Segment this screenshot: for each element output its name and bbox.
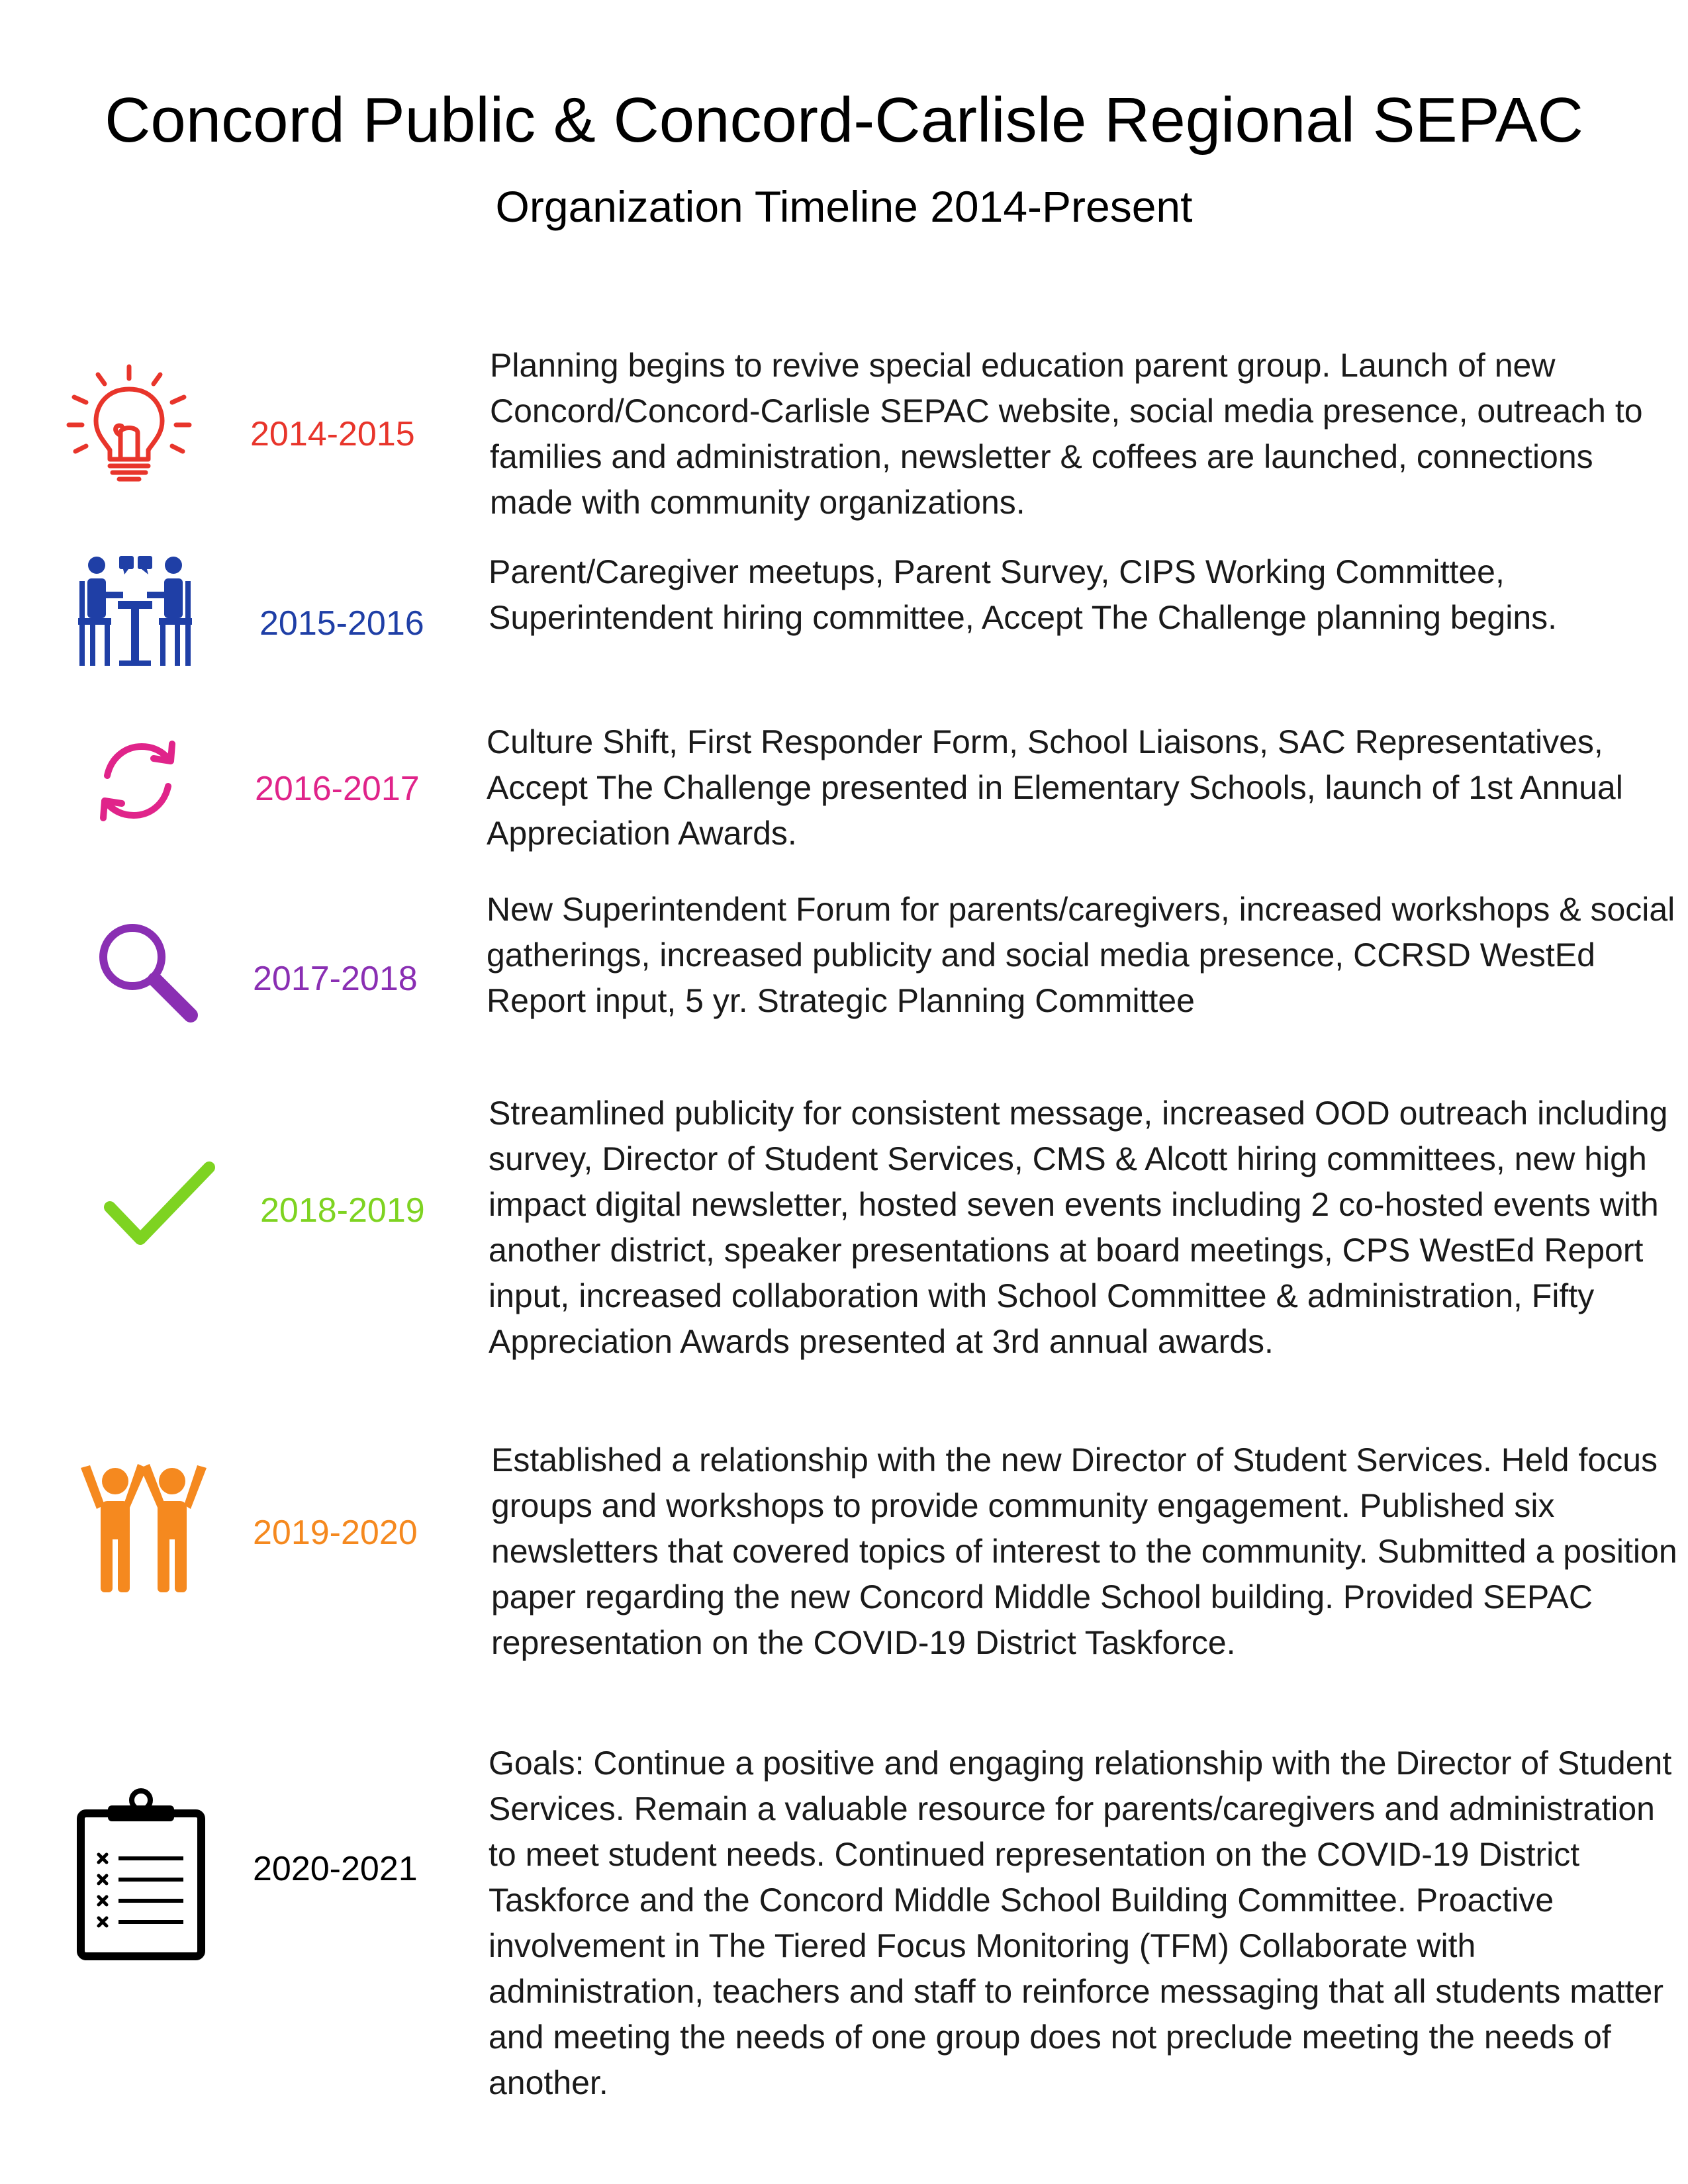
entry-description: New Superintendent Forum for parents/caregivers, increased workshops & social gatherings, increased publicity and social media presence, CCRSD WestEd Report input, 5 yr. Strategic Planning Committee	[487, 891, 1675, 1019]
clipboard-checklist-icon	[76, 1788, 206, 1962]
entry-description: Goals: Continue a positive and engaging relationship with the Director of Student Services. Remain a valuable resource for parents/caregivers and administration to meet student needs. Continued representation on the COVID-19 District Taskforce and the Concord Middle School Building Committee. Proactive involvement in The Tiered Focus Monitoring (TFM) Collaborate with administration, teachers and staff to reinforce messaging that all students matter and meeting the needs of one group does not preclude meeting the needs of another.	[489, 1745, 1672, 2101]
year-label: 2014-2015	[250, 415, 415, 453]
year-label: 2016-2017	[255, 770, 420, 808]
year-label: 2018-2019	[260, 1191, 425, 1230]
year-label: 2020-2021	[253, 1850, 418, 1888]
magnifier-icon	[94, 919, 200, 1024]
year-label: 2017-2018	[253, 960, 418, 998]
entry-description: Streamlined publicity for consistent message, increased OOD outreach including survey, Director of Student Services, CMS & Alcott hiring committees, new high impact digital newsletter, hosted seven events including 2 co-hosted events with another district, speaker presentations at board meetings, CPS WestEd Report input, increased collaboration with School Committee & administration, Fifty Appreciation Awards presented at 3rd annual awards.	[489, 1095, 1668, 1360]
year-label: 2019-2020	[253, 1514, 418, 1552]
refresh-icon	[93, 736, 183, 826]
entry-description: Established a relationship with the new Director of Student Services. Held focus groups and workshops to provide community engagement. Published six newsletters that covered topics of interest to the community. Submitted a position paper regarding the new Concord Middle School building. Provided SEPAC representation on the COVID-19 District Taskforce.	[491, 1441, 1677, 1661]
entry-description: Planning begins to revive special education parent group. Launch of new Concord/Concord-Carlisle SEPAC website, social media presence, outreach to families and administration, newsletter & coffees are launched, connections made with community organizations.	[490, 347, 1643, 521]
page-title: Concord Public & Concord-Carlisle Regional SEPAC	[105, 85, 1583, 156]
page-subtitle: Organization Timeline 2014-Present	[495, 182, 1193, 231]
entry-description: Culture Shift, First Responder Form, School Liaisons, SAC Representatives, Accept The Challenge presented in Elementary Schools, launch of 1st Annual Appreciation Awards.	[487, 723, 1623, 852]
lightbulb-icon	[66, 363, 192, 483]
people-cheering-icon	[74, 1464, 213, 1594]
meeting-icon	[78, 555, 192, 667]
year-label: 2015-2016	[259, 604, 424, 643]
entry-description: Parent/Caregiver meetups, Parent Survey, CIPS Working Committee, Superintendent hiring committee, Accept The Challenge planning begins.	[489, 553, 1558, 636]
checkmark-icon	[99, 1158, 218, 1251]
